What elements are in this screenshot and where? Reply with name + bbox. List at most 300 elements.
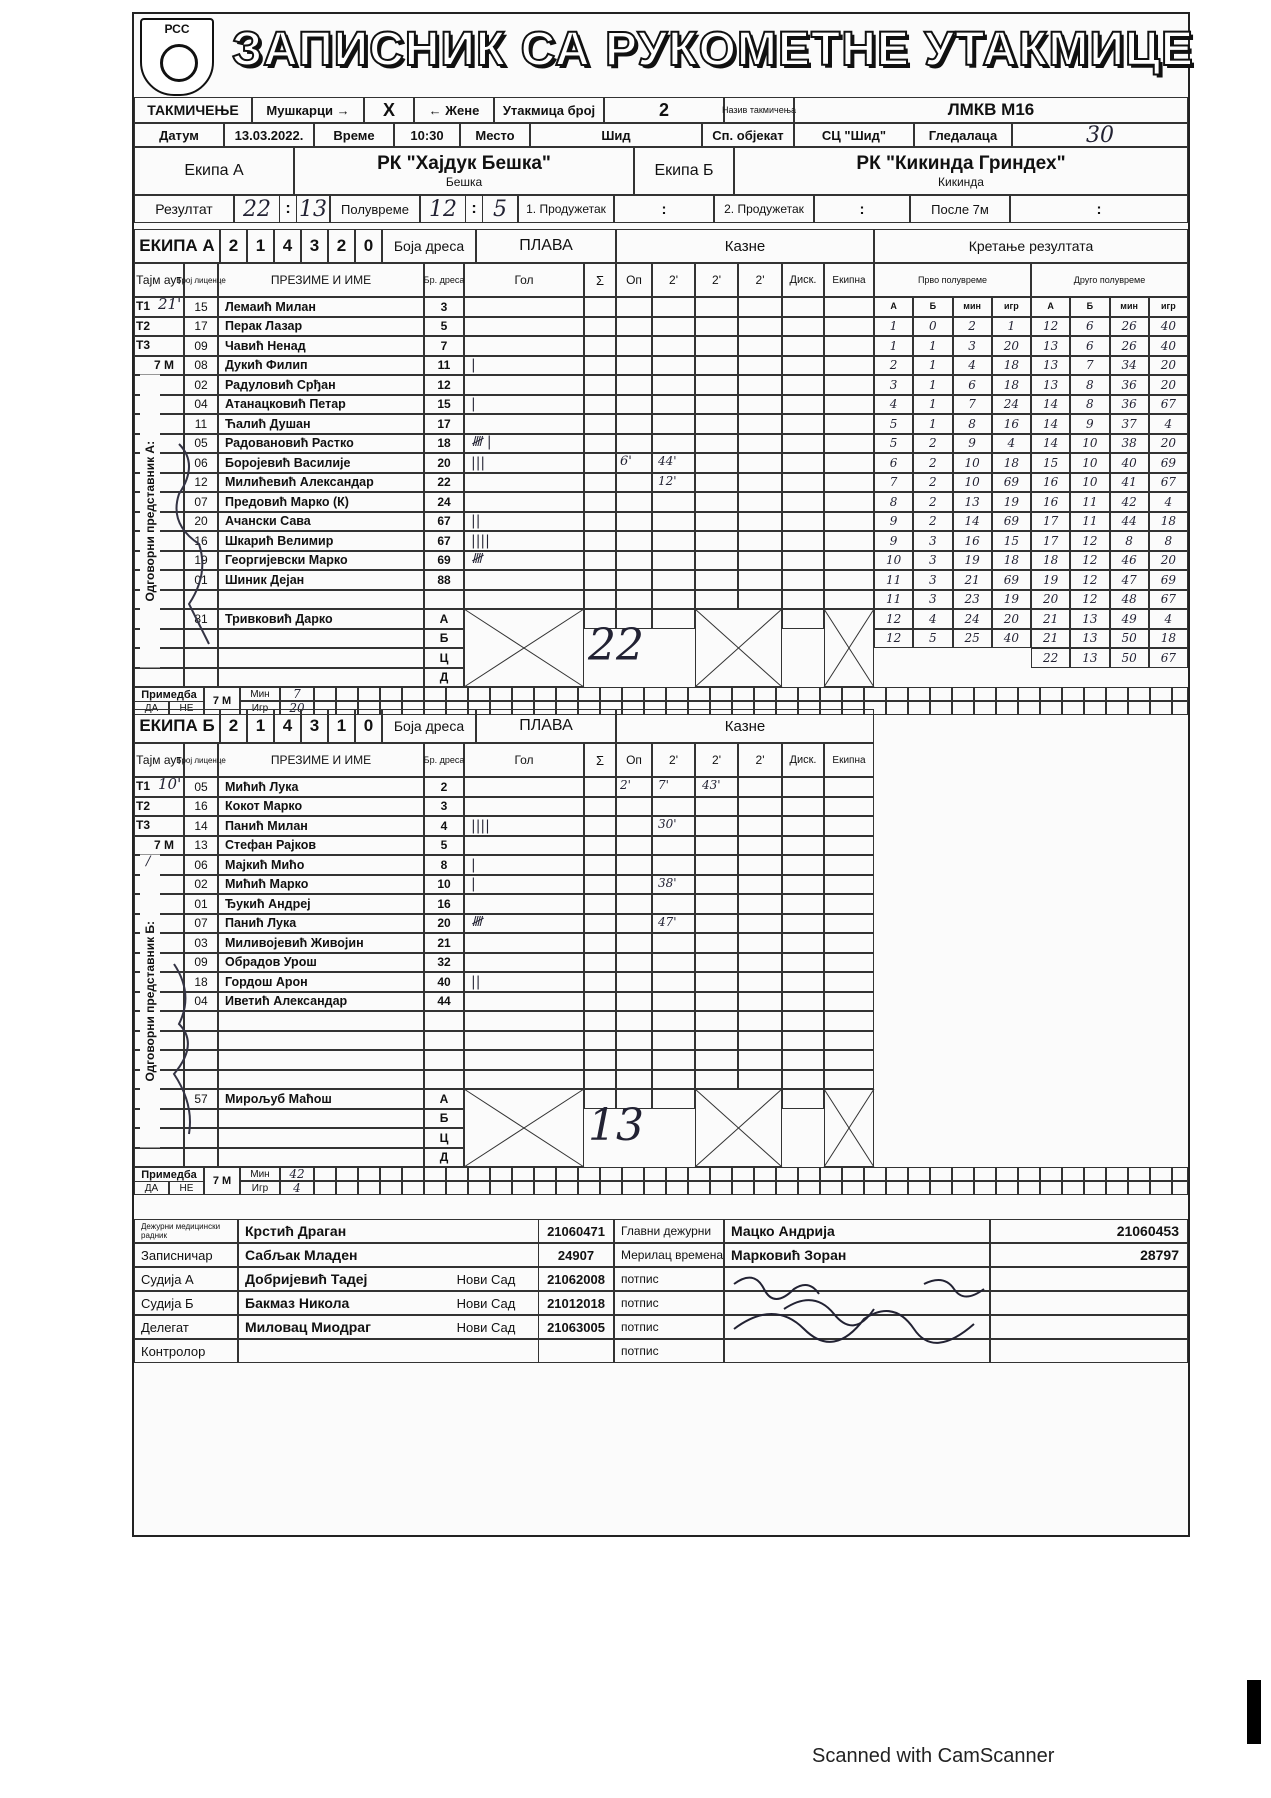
sevenm-grid-cell[interactable] <box>886 1181 908 1195</box>
kretanje-value[interactable]: 8 <box>874 492 913 512</box>
sevenm-grid-cell[interactable] <box>534 1181 556 1195</box>
sevenm-grid-cell[interactable] <box>974 687 996 701</box>
kretanje-value[interactable]: 11 <box>1070 492 1109 512</box>
two-min-cell[interactable] <box>652 356 695 376</box>
goal-marks[interactable] <box>464 570 584 590</box>
sevenm-grid-cell[interactable] <box>1084 687 1106 701</box>
sevenm-grid-cell[interactable] <box>468 1167 490 1181</box>
kretanje-value[interactable]: 7 <box>953 395 992 415</box>
goal-sum[interactable] <box>584 855 616 875</box>
kretanje-value[interactable]: 21 <box>953 570 992 590</box>
disq-cell[interactable] <box>782 453 824 473</box>
sevenm-grid-cell[interactable] <box>358 687 380 701</box>
goal-sum[interactable] <box>584 356 616 376</box>
goal-marks[interactable]: | <box>464 395 584 415</box>
two-min-cell[interactable] <box>695 531 738 551</box>
goal-sum[interactable] <box>584 797 616 817</box>
goal-marks[interactable] <box>464 590 584 610</box>
team-penalty-cell[interactable] <box>824 531 874 551</box>
disq-cell[interactable] <box>782 414 824 434</box>
two-min-cell[interactable] <box>652 590 695 610</box>
sevenm-grid-cell[interactable] <box>490 1167 512 1181</box>
sevenm-igr-value[interactable]: 4 <box>280 1181 314 1195</box>
warning-cell[interactable] <box>616 933 652 953</box>
kretanje-value[interactable]: 3 <box>913 531 952 551</box>
sevenm-grid-cell[interactable] <box>1150 1167 1172 1181</box>
sevenm-grid-cell[interactable] <box>776 1181 798 1195</box>
sevenm-grid-cell[interactable] <box>512 1167 534 1181</box>
sevenm-grid-cell[interactable] <box>534 687 556 701</box>
goal-sum[interactable] <box>584 972 616 992</box>
kretanje-value[interactable]: 12 <box>1070 531 1109 551</box>
two-min-cell[interactable] <box>738 473 782 493</box>
sevenm-grid-cell[interactable] <box>820 687 842 701</box>
sevenm-grid-cell[interactable] <box>996 687 1018 701</box>
kretanje-value[interactable]: 15 <box>992 531 1031 551</box>
kretanje-value[interactable]: 47 <box>1110 570 1149 590</box>
sevenm-grid-cell[interactable] <box>754 1167 776 1181</box>
disq-cell[interactable] <box>782 1050 824 1070</box>
goal-sum[interactable] <box>584 551 616 571</box>
team-penalty-cell[interactable] <box>824 972 874 992</box>
kretanje-value[interactable]: 20 <box>1031 590 1070 610</box>
kretanje-value[interactable]: 11 <box>874 570 913 590</box>
goal-sum[interactable] <box>584 297 616 317</box>
sevenm-grid-cell[interactable] <box>666 1181 688 1195</box>
two-min-cell[interactable] <box>695 512 738 532</box>
warning-cell[interactable] <box>616 317 652 337</box>
goal-sum[interactable] <box>584 777 616 797</box>
kretanje-value[interactable]: 69 <box>992 512 1031 532</box>
sevenm-grid-cell[interactable] <box>1062 1181 1084 1195</box>
sevenm-grid-cell[interactable] <box>952 1181 974 1195</box>
timeout-t1-value[interactable]: 10' <box>158 775 182 793</box>
kretanje-value[interactable]: 67 <box>1149 648 1188 668</box>
team-a-penalty-2min[interactable]: 12' <box>658 473 677 488</box>
timeout-t1-value[interactable]: 21' <box>158 295 182 313</box>
kretanje-value[interactable]: 14 <box>1031 434 1070 454</box>
warning-cell[interactable] <box>616 875 652 895</box>
team-penalty-cell[interactable] <box>824 317 874 337</box>
goal-sum[interactable] <box>584 933 616 953</box>
produzetak2-value[interactable]: : <box>814 195 910 223</box>
sevenm-grid-cell[interactable] <box>886 1167 908 1181</box>
team-a-penalty-2min[interactable]: 44' <box>658 454 677 468</box>
disq-cell[interactable] <box>782 551 824 571</box>
sevenm-grid-cell[interactable] <box>468 687 490 701</box>
two-min-cell[interactable] <box>695 855 738 875</box>
goal-sum[interactable] <box>584 992 616 1012</box>
disq-cell[interactable] <box>782 531 824 551</box>
kretanje-value[interactable]: 10 <box>874 551 913 571</box>
official-name[interactable]: Добријевић Тадеј <box>238 1267 538 1291</box>
kretanje-value[interactable]: 22 <box>1031 648 1070 668</box>
sevenm-grid-cell[interactable] <box>754 687 776 701</box>
two-min-cell[interactable] <box>652 609 695 629</box>
sevenm-grid-cell[interactable] <box>1172 687 1188 701</box>
kretanje-value[interactable]: 4 <box>1149 609 1188 629</box>
goal-marks[interactable] <box>464 473 584 493</box>
goal-sum[interactable] <box>584 531 616 551</box>
two-min-cell[interactable] <box>738 816 782 836</box>
goal-sum[interactable] <box>584 914 616 934</box>
goal-marks[interactable] <box>464 317 584 337</box>
two-min-cell[interactable] <box>695 1070 738 1090</box>
disq-cell[interactable] <box>782 434 824 454</box>
two-min-cell[interactable] <box>652 317 695 337</box>
kretanje-value[interactable]: 67 <box>1149 590 1188 610</box>
sevenm-grid-cell[interactable] <box>622 1167 644 1181</box>
kretanje-value[interactable]: 14 <box>1031 414 1070 434</box>
kretanje-value[interactable]: 50 <box>1110 629 1149 649</box>
sevenm-grid-cell[interactable] <box>1062 1167 1084 1181</box>
kretanje-value[interactable]: 18 <box>1031 551 1070 571</box>
team-penalty-cell[interactable] <box>824 797 874 817</box>
disq-cell[interactable] <box>782 855 824 875</box>
sevenm-grid-cell[interactable] <box>446 1167 468 1181</box>
two-min-cell[interactable] <box>695 317 738 337</box>
team-penalty-cell[interactable] <box>824 855 874 875</box>
kretanje-value[interactable]: 17 <box>1031 512 1070 532</box>
sevenm-grid-cell[interactable] <box>644 1167 666 1181</box>
kretanje-value[interactable]: 10 <box>953 453 992 473</box>
two-min-cell[interactable] <box>738 797 782 817</box>
naziv-takmicenja[interactable]: ЛМКВ М16 <box>794 97 1188 123</box>
kretanje-value[interactable]: 9 <box>874 531 913 551</box>
goal-marks[interactable]: 𝍸 <box>464 551 584 571</box>
kretanje-value[interactable]: 3 <box>874 375 913 395</box>
sevenm-grid-cell[interactable] <box>1106 701 1128 715</box>
two-min-cell[interactable] <box>738 317 782 337</box>
kretanje-value[interactable]: 13 <box>1031 356 1070 376</box>
kretanje-value[interactable]: 3 <box>913 570 952 590</box>
sevenm-grid-cell[interactable] <box>842 1181 864 1195</box>
two-min-cell[interactable] <box>652 434 695 454</box>
warning-cell[interactable] <box>616 356 652 376</box>
sevenm-grid-cell[interactable] <box>666 687 688 701</box>
two-min-cell[interactable] <box>738 551 782 571</box>
two-min-cell[interactable] <box>695 590 738 610</box>
kretanje-value[interactable]: 48 <box>1110 590 1149 610</box>
kretanje-value[interactable]: 17 <box>1031 531 1070 551</box>
disq-cell[interactable] <box>782 933 824 953</box>
sevenm-grid-cell[interactable] <box>512 687 534 701</box>
two-min-cell[interactable] <box>652 992 695 1012</box>
gledalaca-value[interactable]: 30 <box>1012 123 1188 147</box>
kretanje-value[interactable]: 9 <box>874 512 913 532</box>
two-min-cell[interactable] <box>652 336 695 356</box>
two-min-cell[interactable] <box>652 933 695 953</box>
two-min-cell[interactable] <box>652 953 695 973</box>
kretanje-value[interactable]: 4 <box>1149 492 1188 512</box>
ekipa-a-name[interactable]: РК "Хајдук Бешка" <box>377 153 551 174</box>
sevenm-grid-cell[interactable] <box>314 1181 336 1195</box>
disq-cell[interactable] <box>782 336 824 356</box>
two-min-cell[interactable] <box>695 473 738 493</box>
kretanje-value[interactable]: 16 <box>953 531 992 551</box>
two-min-cell[interactable] <box>738 395 782 415</box>
sevenm-grid-cell[interactable] <box>1150 1181 1172 1195</box>
sevenm-grid-cell[interactable] <box>380 1167 402 1181</box>
two-min-cell[interactable] <box>695 1050 738 1070</box>
goal-marks[interactable] <box>464 777 584 797</box>
goal-sum[interactable] <box>584 1070 616 1090</box>
sevenm-grid-cell[interactable] <box>490 687 512 701</box>
sevenm-grid-cell[interactable] <box>930 1167 952 1181</box>
team-penalty-cell[interactable] <box>824 492 874 512</box>
mesto-value[interactable]: Шид <box>530 123 702 147</box>
two-min-cell[interactable] <box>738 1031 782 1051</box>
kretanje-value[interactable]: 3 <box>913 551 952 571</box>
kretanje-value[interactable]: 2 <box>913 453 952 473</box>
sevenm-grid-cell[interactable] <box>952 701 974 715</box>
two-min-cell[interactable] <box>695 933 738 953</box>
kretanje-value[interactable]: 12 <box>874 609 913 629</box>
goal-marks[interactable] <box>464 836 584 856</box>
team-b-penalty-2min[interactable]: 7' <box>658 778 669 792</box>
rezultat-b[interactable]: 13 <box>296 195 330 223</box>
two-min-cell[interactable] <box>652 512 695 532</box>
sevenm-grid-cell[interactable] <box>424 1167 446 1181</box>
kretanje-value[interactable]: 3 <box>913 590 952 610</box>
kretanje-value[interactable]: 6 <box>1070 317 1109 337</box>
sevenm-grid-cell[interactable] <box>974 1181 996 1195</box>
kretanje-value[interactable]: 14 <box>953 512 992 532</box>
sevenm-grid-cell[interactable] <box>732 687 754 701</box>
team-b-penalty-2min[interactable]: 47' <box>658 914 677 929</box>
goal-marks[interactable] <box>464 992 584 1012</box>
sevenm-grid-cell[interactable] <box>864 687 886 701</box>
warning-cell[interactable] <box>616 590 652 610</box>
sevenm-grid-cell[interactable] <box>886 701 908 715</box>
sevenm-grid-cell[interactable] <box>930 1181 952 1195</box>
warning-cell[interactable] <box>616 1050 652 1070</box>
official2-name[interactable]: Марковић Зоран <box>724 1243 990 1267</box>
sevenm-grid-cell[interactable] <box>446 687 468 701</box>
kretanje-value[interactable]: 67 <box>1149 473 1188 493</box>
kretanje-value[interactable]: 12 <box>1070 570 1109 590</box>
kretanje-value[interactable]: 1 <box>874 317 913 337</box>
two-min-cell[interactable] <box>695 395 738 415</box>
warning-cell[interactable] <box>616 414 652 434</box>
sevenm-min-value[interactable]: 7 <box>280 687 314 701</box>
two-min-cell[interactable] <box>738 953 782 973</box>
two-min-cell[interactable] <box>738 531 782 551</box>
disq-cell[interactable] <box>782 875 824 895</box>
team-penalty-cell[interactable] <box>824 836 874 856</box>
two-min-cell[interactable] <box>652 836 695 856</box>
sevenm-grid-cell[interactable] <box>358 1167 380 1181</box>
kretanje-value[interactable]: 6 <box>1070 336 1109 356</box>
team-penalty-cell[interactable] <box>824 512 874 532</box>
sevenm-grid-cell[interactable] <box>798 687 820 701</box>
two-min-cell[interactable] <box>695 836 738 856</box>
sevenm-grid-cell[interactable] <box>1106 1181 1128 1195</box>
goal-marks[interactable] <box>464 1031 584 1051</box>
kretanje-value[interactable]: 10 <box>1070 434 1109 454</box>
two-min-cell[interactable] <box>652 972 695 992</box>
kretanje-value[interactable]: 20 <box>992 336 1031 356</box>
warning-cell[interactable] <box>616 297 652 317</box>
sevenm-grid-cell[interactable] <box>842 687 864 701</box>
sevenm-grid-cell[interactable] <box>490 1181 512 1195</box>
kretanje-value[interactable]: 49 <box>1110 609 1149 629</box>
team-penalty-cell[interactable] <box>824 894 874 914</box>
sevenm-grid-cell[interactable] <box>402 1167 424 1181</box>
kretanje-value[interactable]: 23 <box>953 590 992 610</box>
two-min-cell[interactable] <box>695 356 738 376</box>
kretanje-value[interactable]: 20 <box>1149 551 1188 571</box>
kretanje-value[interactable]: 9 <box>953 434 992 454</box>
sevenm-grid-cell[interactable] <box>600 687 622 701</box>
goal-sum[interactable] <box>584 395 616 415</box>
sevenm-grid-cell[interactable] <box>600 1181 622 1195</box>
two-min-cell[interactable] <box>695 953 738 973</box>
kretanje-value[interactable]: 1 <box>992 317 1031 337</box>
sevenm-grid-cell[interactable] <box>600 1167 622 1181</box>
sevenm-grid-cell[interactable] <box>710 1181 732 1195</box>
sevenm-grid-cell[interactable] <box>336 1181 358 1195</box>
disq-cell[interactable] <box>782 609 824 629</box>
kretanje-value[interactable]: 18 <box>992 356 1031 376</box>
team-penalty-cell[interactable] <box>824 914 874 934</box>
sevenm-grid-cell[interactable] <box>908 687 930 701</box>
two-min-cell[interactable] <box>695 375 738 395</box>
kretanje-value[interactable]: 16 <box>1031 473 1070 493</box>
two-min-cell[interactable] <box>695 414 738 434</box>
primedba-ne[interactable]: НЕ <box>169 1181 204 1195</box>
kretanje-value[interactable]: 42 <box>1110 492 1149 512</box>
kretanje-value[interactable]: 26 <box>1110 317 1149 337</box>
sevenm-grid-cell[interactable] <box>1084 1167 1106 1181</box>
two-min-cell[interactable] <box>738 1070 782 1090</box>
kretanje-value[interactable]: 0 <box>913 317 952 337</box>
sevenm-grid-cell[interactable] <box>688 1167 710 1181</box>
kretanje-value[interactable]: 4 <box>913 609 952 629</box>
sevenm-grid-cell[interactable] <box>908 1167 930 1181</box>
sevenm-grid-cell[interactable] <box>820 1181 842 1195</box>
disq-cell[interactable] <box>782 492 824 512</box>
kretanje-value[interactable]: 40 <box>1149 317 1188 337</box>
two-min-cell[interactable] <box>695 914 738 934</box>
kretanje-value[interactable]: 21 <box>1031 609 1070 629</box>
kretanje-value[interactable]: 5 <box>874 434 913 454</box>
sevenm-grid-cell[interactable] <box>1172 701 1188 715</box>
disq-cell[interactable] <box>782 972 824 992</box>
sevenm-grid-cell[interactable] <box>402 687 424 701</box>
sevenm-grid-cell[interactable] <box>424 1181 446 1195</box>
disq-cell[interactable] <box>782 914 824 934</box>
two-min-cell[interactable] <box>652 1031 695 1051</box>
sevenm-grid-cell[interactable] <box>666 1167 688 1181</box>
goal-sum[interactable] <box>584 894 616 914</box>
goal-sum[interactable] <box>584 836 616 856</box>
kretanje-value[interactable]: 38 <box>1110 434 1149 454</box>
disq-cell[interactable] <box>782 297 824 317</box>
goal-marks[interactable] <box>464 375 584 395</box>
goal-sum[interactable] <box>584 473 616 493</box>
team-b-penalty-2min[interactable]: 43' <box>702 778 721 792</box>
goal-marks[interactable]: || <box>464 972 584 992</box>
sevenm-grid-cell[interactable] <box>578 1181 600 1195</box>
muski-mark[interactable]: X <box>364 97 414 123</box>
two-min-cell[interactable] <box>695 297 738 317</box>
team-a-penalty-op[interactable]: 6' <box>620 454 632 469</box>
sevenm-grid-cell[interactable] <box>1106 687 1128 701</box>
warning-cell[interactable] <box>616 972 652 992</box>
two-min-cell[interactable] <box>652 297 695 317</box>
team-penalty-cell[interactable] <box>824 551 874 571</box>
two-min-cell[interactable] <box>652 1070 695 1090</box>
kretanje-value[interactable]: 69 <box>992 570 1031 590</box>
warning-cell[interactable] <box>616 1031 652 1051</box>
disq-cell[interactable] <box>782 317 824 337</box>
team-penalty-cell[interactable] <box>824 816 874 836</box>
disq-cell[interactable] <box>782 953 824 973</box>
goal-marks[interactable]: | <box>464 356 584 376</box>
team-penalty-cell[interactable] <box>824 570 874 590</box>
kretanje-value[interactable]: 69 <box>1149 570 1188 590</box>
goal-sum[interactable] <box>584 570 616 590</box>
sevenm-grid-cell[interactable] <box>1040 687 1062 701</box>
goal-marks[interactable]: 𝍸 <box>464 914 584 934</box>
two-min-cell[interactable] <box>652 1050 695 1070</box>
sevenm-grid-cell[interactable] <box>710 1167 732 1181</box>
goal-marks[interactable]: || <box>464 512 584 532</box>
sevenm-grid-cell[interactable] <box>842 1167 864 1181</box>
warning-cell[interactable] <box>616 992 652 1012</box>
sevenm-grid-cell[interactable] <box>1128 701 1150 715</box>
team-penalty-cell[interactable] <box>824 875 874 895</box>
kretanje-value[interactable]: 36 <box>1110 375 1149 395</box>
team-b-penalty-op[interactable]: 2' <box>620 778 631 792</box>
official-name[interactable]: Миловац Миодраг <box>238 1315 538 1339</box>
sevenm-grid-cell[interactable] <box>754 1181 776 1195</box>
sevenm-grid-cell[interactable] <box>886 687 908 701</box>
disq-cell[interactable] <box>782 590 824 610</box>
sevenm-grid-cell[interactable] <box>644 1181 666 1195</box>
goal-sum[interactable] <box>584 1011 616 1031</box>
kretanje-value[interactable]: 24 <box>953 609 992 629</box>
warning-cell[interactable] <box>616 1070 652 1090</box>
goal-marks[interactable]: |||| <box>464 816 584 836</box>
two-min-cell[interactable] <box>652 894 695 914</box>
two-min-cell[interactable] <box>652 570 695 590</box>
kretanje-value[interactable]: 1 <box>913 414 952 434</box>
kretanje-value[interactable]: 13 <box>1070 629 1109 649</box>
sevenm-grid-cell[interactable] <box>534 1167 556 1181</box>
vreme-value[interactable]: 10:30 <box>394 123 460 147</box>
kretanje-value[interactable]: 6 <box>953 375 992 395</box>
goal-sum[interactable] <box>584 375 616 395</box>
two-min-cell[interactable] <box>695 336 738 356</box>
disq-cell[interactable] <box>782 395 824 415</box>
two-min-cell[interactable] <box>652 1011 695 1031</box>
sevenm-grid-cell[interactable] <box>1084 1181 1106 1195</box>
goal-sum[interactable] <box>584 1050 616 1070</box>
two-min-cell[interactable] <box>738 933 782 953</box>
kretanje-value[interactable]: 26 <box>1110 336 1149 356</box>
sevenm-grid-cell[interactable] <box>314 1167 336 1181</box>
sevenm-grid-cell[interactable] <box>974 1167 996 1181</box>
goal-sum[interactable] <box>584 512 616 532</box>
two-min-cell[interactable] <box>738 570 782 590</box>
sevenm-grid-cell[interactable] <box>798 1181 820 1195</box>
goal-marks[interactable]: ||| <box>464 453 584 473</box>
posle7m-value[interactable]: : <box>1010 195 1188 223</box>
sevenm-grid-cell[interactable] <box>952 687 974 701</box>
kretanje-value[interactable]: 19 <box>992 590 1031 610</box>
